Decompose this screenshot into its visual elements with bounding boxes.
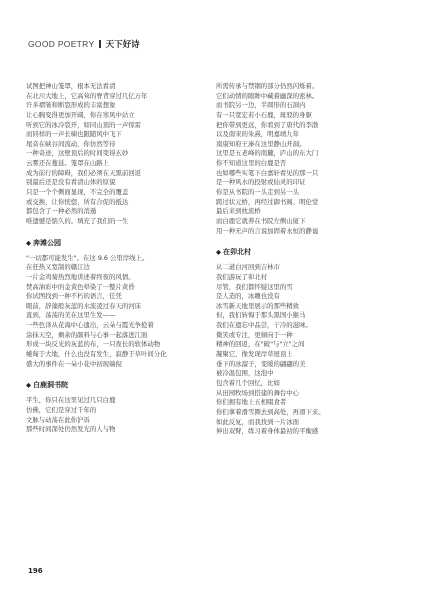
poem-line: 被冷温包围，这泡中 [216, 369, 274, 378]
poem-line: 从二道白河回到吉林市 [216, 263, 280, 272]
poem-line: 直到，荡荡的美在这里生发—— [26, 311, 116, 320]
header-title: 天下好诗 [105, 40, 140, 50]
section-title: 奔滩公园 [33, 238, 61, 247]
right-column [216, 82, 402, 437]
poem-line: 你是从书院的一头走到另一头 [216, 188, 300, 197]
poem-line: 有一只宽宏若小石鹿，斑驳的身躯 [216, 110, 312, 119]
poem-section [26, 379, 212, 435]
poem-line: 或交换，让你恍惚，所有合促的抵达 [26, 197, 129, 206]
poem-line: 伸出双臂，练习着身体最初的平衡感 [216, 427, 319, 436]
poem-section [216, 246, 402, 437]
poem-line: 你不知道这里的白鹿是否 [216, 159, 287, 168]
poem-line: 形成一块反光的灰蓝的布，一只夜长的软体动物 [26, 340, 161, 349]
poem-line: 你们拿着滑雪圈去到高处，再滑下来。 [216, 407, 325, 416]
poem-line: 也如哪些实笔下白嘉轩看见的那一只 [216, 168, 319, 177]
poem-line: 只是一个个侧面显现，不完全的覆盖 [26, 188, 129, 197]
poem-line: 微笑或专注，更倾向于一种 [216, 330, 293, 339]
poem-line: 精神的回返，在"破"与"立"之间 [216, 340, 305, 349]
poem-continuation [26, 82, 212, 227]
poem-line: 在北川大地上，它高耸的脊背穿过几亿万年 [26, 91, 148, 100]
poem-line: 在狂热又宽制的赣江边 [26, 263, 90, 272]
section-heading [216, 246, 402, 259]
poem-line: 以及南宋的朱熹，明嘉靖九年 [216, 130, 300, 139]
poem-line: 是人造的，冰雕也没有 [216, 292, 280, 301]
poem-line: 尾音在峡谷间流动，你仿然等待 [26, 139, 116, 148]
poem-line: 仿佛，它们是穿过千年的 [26, 405, 97, 414]
poem-line: 这里是五老峰的南麓，庐山的东大门 [216, 149, 319, 158]
section-heading [26, 237, 212, 250]
poem-line: 最后来到枕流桥 [216, 207, 261, 216]
poem-line: 眼前，辞藻般灰蓝的水流凌过春天的河床 [26, 301, 142, 310]
poem-line: 文脉与动荡在此你沪诉 [26, 415, 90, 424]
poem-line: 南康知府王溱在这里静山开洞。 [216, 139, 306, 148]
poem-line: 涂抹天空，剩余的颜料与心事一起落进江面 [26, 330, 148, 339]
diamond-icon: ◆ [216, 248, 221, 257]
poem-line: 听到它的冰冷裂开，如同山顶的一声惊雷 [26, 120, 142, 129]
diamond-icon: ◆ [26, 381, 31, 390]
poem-line: 唯遗憾是惦久的。填充了我们的一生 [26, 216, 129, 225]
poem-line: 用一种无声的言说加固着永恒的静谧 [216, 226, 319, 235]
poem-line: "一切都可能发生"。在这 9.6 公里岸线上。 [26, 253, 149, 262]
poem-line: 平生，你只在这里见过几只白鹿 [26, 396, 116, 405]
poem-line: 把你带到更远，你看到了唐代的李渤 [216, 120, 319, 129]
poem-line: 所需传承与禁锢的部分仍然闪烁着。 [216, 82, 319, 90]
poem-line: 而同样的一声长啸也跟随风中飞下 [26, 130, 122, 139]
section-heading [26, 379, 212, 392]
poem-line: 冰雪新天地里展示的那些精致 [216, 301, 300, 310]
poem-line: 跨过状元桥，再经过御书阁、明伦堂 [216, 197, 319, 206]
poem-line: 你试图找到一种不朽的语言，任凭 [26, 292, 122, 301]
poem-line: 尽管，我们都怀疑这里的雪 [216, 282, 293, 291]
poem-line: 包含着几个回忆，比如 [216, 378, 280, 387]
section-title: 在卯北村 [223, 248, 251, 257]
poem-line: 如此反复，而我找到一片冰面 [216, 417, 300, 426]
poem-line: 成为前行的障碍，我们必须在天黑前回返 [26, 168, 142, 177]
page-header [28, 37, 140, 51]
poem-line: 凝聚它，像发现岸草屋顶上 [216, 350, 293, 359]
brand-label: GOOD POETRY [28, 39, 95, 49]
poem-line: 盛大的事件在一朵小花中初现端倪 [26, 359, 122, 368]
poem-line: 而书院另一边，半圆形的石洞内 [216, 101, 306, 110]
header-divider [99, 40, 100, 48]
poem-line: 我们游玩了卯北村 [216, 272, 268, 281]
poem-line: 我们在遗忘中品尝，干冷的滋味。 [216, 321, 312, 330]
poem-continuation [216, 82, 402, 236]
section-title: 白鹿洞书院 [33, 381, 68, 390]
poem-line: 一种奇迹，这壁顶后的时间变得玄妙 [26, 149, 129, 158]
poem-line: 垂下的冰溜子，变暖的翩翩的美 [216, 359, 306, 368]
poem-line: 你们拥有地上五相啜食者 [216, 398, 287, 407]
poem-line: 别最后还是没有看清山体的原貌 [26, 178, 116, 187]
poem-line: 焚高油彩中的金黄色晕染了一整片黄昏 [26, 282, 135, 291]
left-column [26, 82, 212, 435]
poem-section [26, 237, 212, 370]
poem-line: 它们动情的眼眸中藏着幽深的密林。 [216, 91, 319, 100]
page-number: 196 [28, 567, 43, 575]
poem-line: 是一种风水的投射或仙灵的印证 [216, 178, 306, 187]
poem-line: 许多褶皱和断裂形成的丰富想象 [26, 101, 116, 110]
poem-line: 试图把神山笼罩，根本无法看清 [26, 82, 116, 90]
poem-line: 而白鹿它就养在书院左侧山厦下 [216, 216, 306, 225]
diamond-icon: ◆ [26, 238, 31, 247]
poem-line: 都包含了一种必然的消遁 [26, 207, 97, 216]
poem-line: 但，我们转悔于那头黑国小猴马 [216, 311, 306, 320]
poem-line: 蜷匐于大地，什么也没有发生，寂静于草叶间分化 [26, 350, 167, 359]
poem-line: 云雾还在蔓延。笼罩在山路上 [26, 159, 110, 168]
poem-line: 让心胸变得更加开阔，你在寒风中站立 [26, 110, 135, 119]
poem-line: 从田园牧场到搭建的舞台中心 [216, 388, 300, 397]
poem-line: 一片金鸡菊热烈地讲述着终夜的风情。 [26, 272, 135, 281]
poem-line: 那些时间深处仍然发光的人与物 [26, 425, 116, 434]
poem-line: 一些色泽从花海中心遗出，云朵与霞光争抢着 [26, 321, 154, 330]
